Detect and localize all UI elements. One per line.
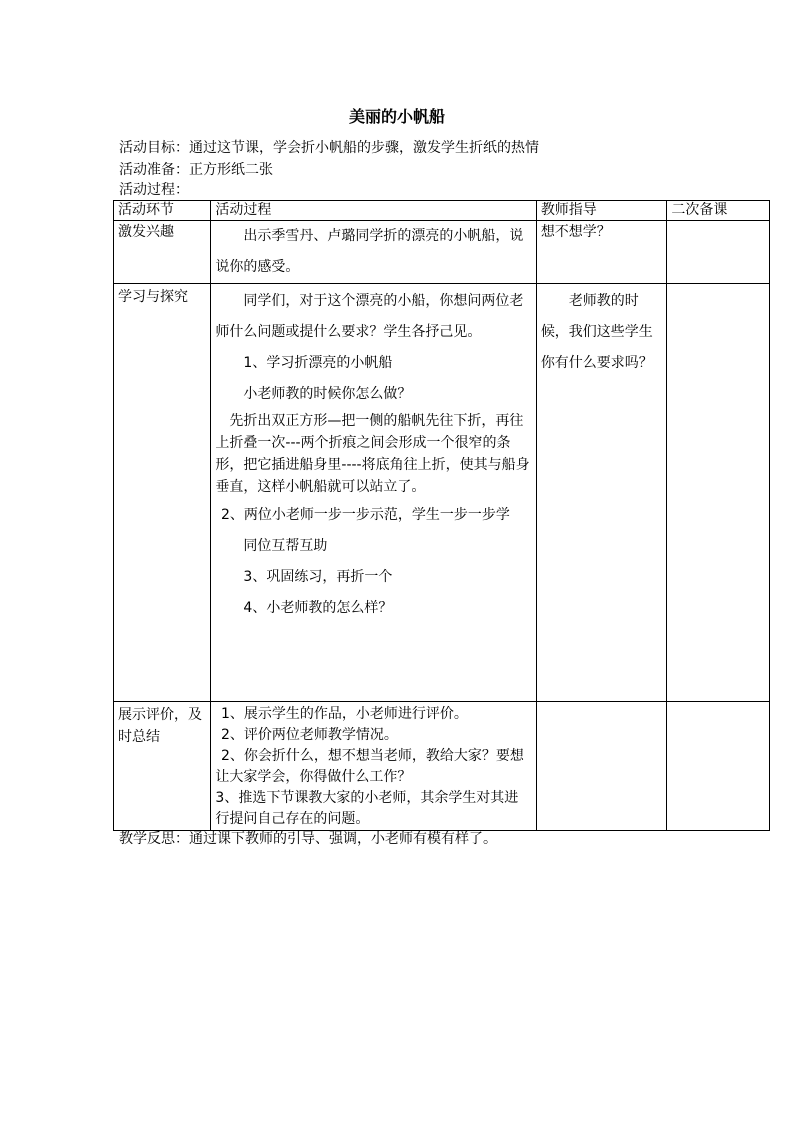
stage-cell (114, 221, 211, 284)
revision-cell (667, 702, 770, 831)
process-paragraph: 同位互帮互助 (243, 538, 328, 554)
process-step-heading: 3、巩固练习，再折一个 (243, 569, 393, 585)
stage-label: 学习与探究 (118, 289, 188, 305)
process-line: 1、展示学生的作品，小老师进行评价。 (221, 706, 468, 722)
process-cell (211, 284, 536, 702)
revision-cell (667, 284, 770, 702)
guidance-text: 老师教的时候，我们这些学生你有什么要求吗？ (540, 293, 653, 371)
activity-process-label: 活动过程： (119, 182, 189, 198)
process-cell (211, 702, 536, 831)
table-row (114, 221, 770, 284)
revision-cell (667, 221, 770, 284)
header-guidance: 教师指导 (536, 201, 667, 221)
teaching-reflection: 教学反思：通过课下教师的引导、强调，小老师有模有样了。 (119, 831, 497, 847)
process-cell (211, 221, 536, 284)
table-row (114, 284, 770, 702)
table-row (114, 702, 770, 831)
guidance-cell (536, 221, 667, 284)
stage-label: 激发兴趣 (118, 224, 174, 240)
process-step-heading: 4、小老师教的怎么样？ (243, 600, 393, 616)
page-title: 美丽的小帆船 (348, 107, 445, 126)
guidance-cell (536, 702, 667, 831)
process-line: 2、评价两位老师教学情况。 (221, 727, 398, 743)
process-paragraph: 同学们，对于这个漂亮的小船，你想问两位老师什么问题或提什么要求？学生各抒己见。 (215, 293, 524, 340)
table-header-row (114, 201, 770, 221)
stage-cell (114, 284, 211, 702)
guidance-cell (536, 284, 667, 702)
activity-preparation: 活动准备：正方形纸二张 (119, 162, 273, 178)
process-line: 2、你会折什么，想不想当老师，教给大家？要想让大家学会，你得做什么工作？ (215, 748, 524, 785)
lesson-plan-table (113, 200, 770, 831)
activity-goal: 活动目标：通过这节课，学会折小帆船的步骤，激发学生折纸的热情 (119, 140, 539, 156)
stage-cell (114, 702, 211, 831)
process-step-heading: 2、两位小老师一步一步示范，学生一步一步学 (221, 507, 510, 523)
process-text: 出示季雪丹、卢璐同学折的漂亮的小帆船，说说你的感受。 (215, 228, 524, 275)
header-process: 活动过程 (211, 201, 536, 221)
stage-label: 展示评价，及时总结 (118, 707, 202, 745)
process-line: 3、推选下节课教大家的小老师，其余学生对其进行提问自己存在的问题。 (215, 790, 519, 827)
process-question: 小老师教的时候你怎么做？ (243, 386, 412, 402)
process-step-heading: 1、学习折漂亮的小帆船 (243, 355, 393, 371)
guidance-text: 想不想学？ (540, 224, 611, 240)
header-stage: 活动环节 (114, 201, 211, 221)
header-revision: 二次备课 (667, 201, 770, 221)
process-steps-detail: 先折出双正方形—把一侧的船帆先往下折，再往上折叠一次---两个折痕之间会形成一个很窄的条形，把它插进船身里----将底角往上折，使其与船身垂直，这样小帆船就可以站立了。 (215, 413, 530, 495)
